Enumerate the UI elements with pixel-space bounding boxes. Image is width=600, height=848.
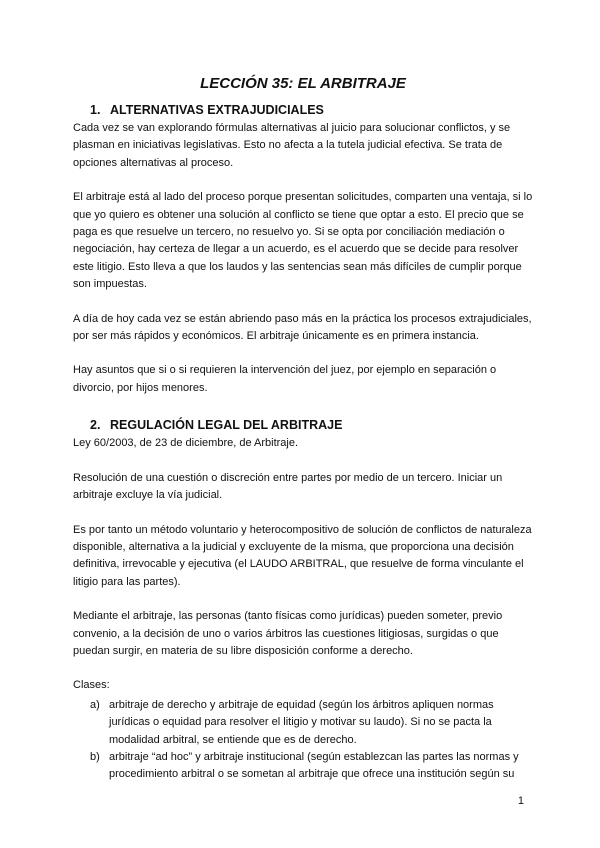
section-number: 1.	[90, 103, 101, 117]
list-item-text: arbitraje “ad hoc” y arbitraje institucional (según establezcan las partes las normas y procedimiento arbitral o se sometan al arbitraje que ofrece una institución según su	[109, 750, 519, 781]
section-number: 2.	[90, 418, 101, 433]
paragraph: Es por tanto un método voluntario y heterocompositivo de solución de conflictos de naturaleza disponible, alternativa a la judicial y excluyente de la misma, que proporciona una decisión definitiva, irrevocable y ejecutiva (el LAUDO ARBITRAL, que resuelve de forma vinculante el litigio para las partes).	[73, 523, 532, 588]
section-heading-1	[90, 102, 533, 118]
page-number: 1	[517, 795, 524, 807]
classes-label: Clases:	[73, 679, 110, 692]
list-item-text: arbitraje de derecho y arbitraje de equidad (según los árbitros apliquen normas jurídicas o equidad para resolver el litigio y motivar su laudo). Si no se pacta la modalidad arbitral, se entiende que es de derecho.	[109, 698, 494, 746]
paragraph: Cada vez se van explorando fórmulas alternativas al juicio para solucionar conflictos, y se plasman en iniciativas legislativas. Esto no afecta a la tutela judicial efectiva. Se trata de opciones alternativas al proceso.	[73, 122, 511, 169]
paragraph: Hay asuntos que si o si requieren la intervención del juez, por ejemplo en separación o divorcio, por hijos menores.	[73, 364, 497, 394]
list-marker: b)	[90, 750, 100, 763]
paragraph: A día de hoy cada vez se están abriendo paso más en la práctica los procesos extrajudiciales, por ser más rápidos y económicos. El arbitraje únicamente es en primera instancia.	[73, 312, 532, 343]
section-title: ALTERNATIVAS EXTRAJUDICIALES	[110, 103, 324, 117]
paragraph: Mediante el arbitraje, las personas (tanto físicas como jurídicas) pueden someter, previo convenio, a la decisión de uno o varios árbitros las cuestiones litigiosas, surgidas o que puedan surgir, en materia de su libre disposición conforme a derecho.	[73, 610, 503, 657]
list-item	[73, 749, 533, 784]
list-marker: a)	[90, 698, 100, 711]
page-title: LECCIÓN 35: EL ARBITRAJE	[200, 75, 406, 92]
law-reference: Ley 60/2003, de 23 de diciembre, de Arbitraje.	[73, 437, 299, 450]
classes-list	[73, 697, 533, 784]
paragraph: El arbitraje está al lado del proceso porque presentan solicitudes, comparten una ventaja, si lo que yo quiero es obtener una solución al conflicto se tiene que optar a esto. El precio que se paga es que resuelve un tercero, no resuelvo yo. Si se opta por conciliación mediación o negociación, hay certeza de llegar a un acuerdo, es el acuerdo que se decide para resolver este litigio. Esto lleva a que los laudos y las sentencias sean más difíciles de cumplir porque son impuestas.	[73, 191, 533, 291]
section-heading-2	[90, 417, 533, 433]
paragraph: Resolución de una cuestión o discreción entre partes por medio de un tercero. Iniciar un arbitraje excluye la vía judicial.	[73, 471, 503, 502]
section-title: REGULACIÓN LEGAL DEL ARBITRAJE	[110, 418, 343, 433]
page-content	[73, 74, 533, 784]
list-item	[73, 697, 533, 749]
